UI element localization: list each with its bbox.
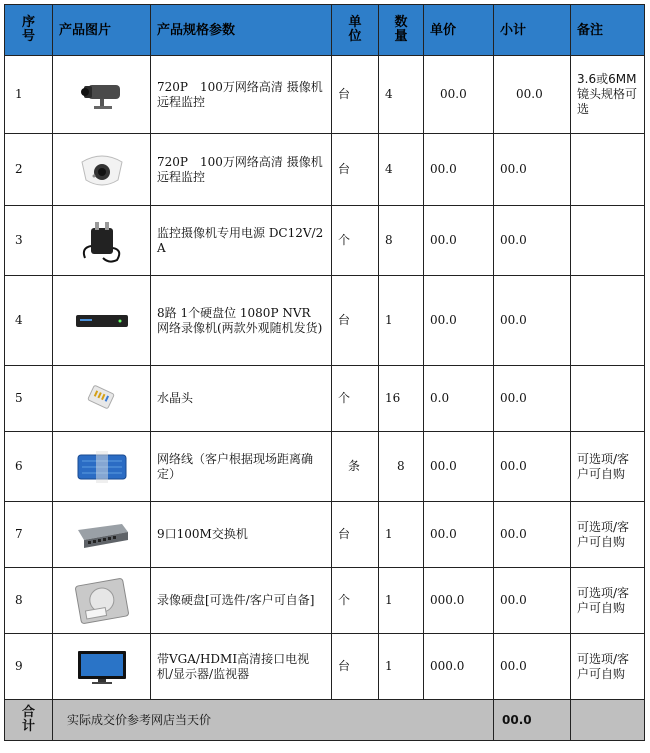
- header-unit: [332, 5, 379, 56]
- header-seq: [5, 5, 53, 56]
- header-seq-line1: 序: [21, 15, 35, 30]
- price-cell: 000.0: [424, 634, 494, 700]
- spec-cell: 监控摄像机专用电源 DC12V/2A: [151, 206, 332, 276]
- unit-cell: 台: [332, 56, 379, 134]
- image-cell: [53, 56, 151, 134]
- remark-cell: 可选项/客户可自购: [571, 634, 645, 700]
- quotation-table: [4, 4, 645, 741]
- price-cell: 000.0: [424, 568, 494, 634]
- cable-reel-icon: [74, 447, 130, 487]
- header-qty: [379, 5, 424, 56]
- qty-cell: 1: [379, 568, 424, 634]
- subtotal-cell: 00.0: [494, 276, 571, 366]
- total-note: 实际成交价参考网店当天价: [53, 700, 494, 741]
- unit-cell: 台: [332, 634, 379, 700]
- remark-cell: 可选项/客户可自购: [571, 568, 645, 634]
- power-adapter-icon: [77, 218, 127, 264]
- table-row: [5, 366, 645, 432]
- monitor-icon: [74, 647, 130, 687]
- qty-cell: 4: [379, 56, 424, 134]
- table-row: [5, 56, 645, 134]
- table-row: [5, 206, 645, 276]
- unit-cell: 条: [332, 432, 379, 502]
- spec-cell: 水晶头: [151, 366, 332, 432]
- subtotal-cell: 00.0: [494, 56, 571, 134]
- remark-cell: [571, 206, 645, 276]
- subtotal-cell: 00.0: [494, 134, 571, 206]
- seq-cell: 5: [5, 366, 53, 432]
- header-remark: 备注: [571, 5, 645, 56]
- remark-cell: [571, 134, 645, 206]
- unit-cell: 个: [332, 568, 379, 634]
- qty-cell: 1: [379, 502, 424, 568]
- total-label-line2: 计: [21, 719, 35, 734]
- dome-camera-icon: [74, 150, 130, 190]
- image-cell: [53, 366, 151, 432]
- spec-cell: 带VGA/HDMI高清接口电视机/显示器/监视器: [151, 634, 332, 700]
- qty-cell: 1: [379, 634, 424, 700]
- subtotal-cell: 00.0: [494, 634, 571, 700]
- table-row: [5, 134, 645, 206]
- total-row: [5, 700, 645, 741]
- remark-cell: 可选项/客户可自购: [571, 432, 645, 502]
- unit-cell: 台: [332, 502, 379, 568]
- qty-cell: 1: [379, 276, 424, 366]
- header-price: 单价: [424, 5, 494, 56]
- table-row: [5, 502, 645, 568]
- table-row: [5, 432, 645, 502]
- qty-cell: 8: [379, 206, 424, 276]
- image-cell: [53, 568, 151, 634]
- qty-cell: 16: [379, 366, 424, 432]
- subtotal-cell: 00.0: [494, 432, 571, 502]
- seq-cell: 7: [5, 502, 53, 568]
- spec-cell: 9口100M交换机: [151, 502, 332, 568]
- seq-cell: 6: [5, 432, 53, 502]
- price-cell: 00.0: [424, 134, 494, 206]
- total-label-line1: 合: [21, 705, 35, 720]
- subtotal-cell: 00.0: [494, 568, 571, 634]
- price-cell: 0.0: [424, 366, 494, 432]
- spec-cell: 720P 100万网络高清 摄像机 远程监控: [151, 56, 332, 134]
- header-subtotal: 小计: [494, 5, 571, 56]
- unit-cell: 个: [332, 206, 379, 276]
- spec-cell: 720P 100万网络高清 摄像机 远程监控: [151, 134, 332, 206]
- bullet-camera-icon: [74, 77, 130, 113]
- header-unit-line2: 位: [348, 29, 362, 44]
- price-cell: 00.0: [424, 502, 494, 568]
- qty-cell: 4: [379, 134, 424, 206]
- remark-cell: 3.6或6MM镜头规格可选: [571, 56, 645, 134]
- price-cell: 00.0: [424, 206, 494, 276]
- seq-cell: 4: [5, 276, 53, 366]
- network-switch-icon: [72, 518, 132, 552]
- price-cell: 00.0: [424, 56, 494, 134]
- header-image: 产品图片: [53, 5, 151, 56]
- image-cell: [53, 206, 151, 276]
- unit-cell: 台: [332, 134, 379, 206]
- header-seq-line2: 号: [21, 29, 35, 44]
- header-qty-line1: 数: [394, 15, 408, 30]
- seq-cell: 3: [5, 206, 53, 276]
- subtotal-cell: 00.0: [494, 366, 571, 432]
- header-unit-line1: 单: [348, 15, 362, 30]
- subtotal-cell: 00.0: [494, 206, 571, 276]
- header-spec: 产品规格参数: [151, 5, 332, 56]
- total-remark: [571, 700, 645, 741]
- image-cell: [53, 432, 151, 502]
- image-cell: [53, 502, 151, 568]
- unit-cell: 台: [332, 276, 379, 366]
- seq-cell: 9: [5, 634, 53, 700]
- image-cell: [53, 276, 151, 366]
- table-row: [5, 568, 645, 634]
- price-cell: 00.0: [424, 276, 494, 366]
- remark-cell: [571, 276, 645, 366]
- rj45-connector-icon: [80, 379, 124, 419]
- nvr-recorder-icon: [72, 309, 132, 333]
- seq-cell: 8: [5, 568, 53, 634]
- grand-total: 00.0: [494, 700, 571, 741]
- total-label: [5, 700, 53, 741]
- unit-cell: 个: [332, 366, 379, 432]
- image-cell: [53, 634, 151, 700]
- header-qty-line2: 量: [394, 29, 408, 44]
- subtotal-cell: 00.0: [494, 502, 571, 568]
- spec-cell: 8路 1个硬盘位 1080P NVR 网络录像机(两款外观随机发货): [151, 276, 332, 366]
- spec-cell: 录像硬盘[可选件/客户可自备]: [151, 568, 332, 634]
- table-row: [5, 634, 645, 700]
- price-cell: 00.0: [424, 432, 494, 502]
- table-row: [5, 276, 645, 366]
- remark-cell: 可选项/客户可自购: [571, 502, 645, 568]
- header-row: [5, 5, 645, 56]
- qty-cell: 8: [379, 432, 424, 502]
- image-cell: [53, 134, 151, 206]
- remark-cell: [571, 366, 645, 432]
- seq-cell: 2: [5, 134, 53, 206]
- seq-cell: 1: [5, 56, 53, 134]
- spec-cell: 网络线（客户根据现场距离确定）: [151, 432, 332, 502]
- hard-disk-icon: [72, 578, 132, 624]
